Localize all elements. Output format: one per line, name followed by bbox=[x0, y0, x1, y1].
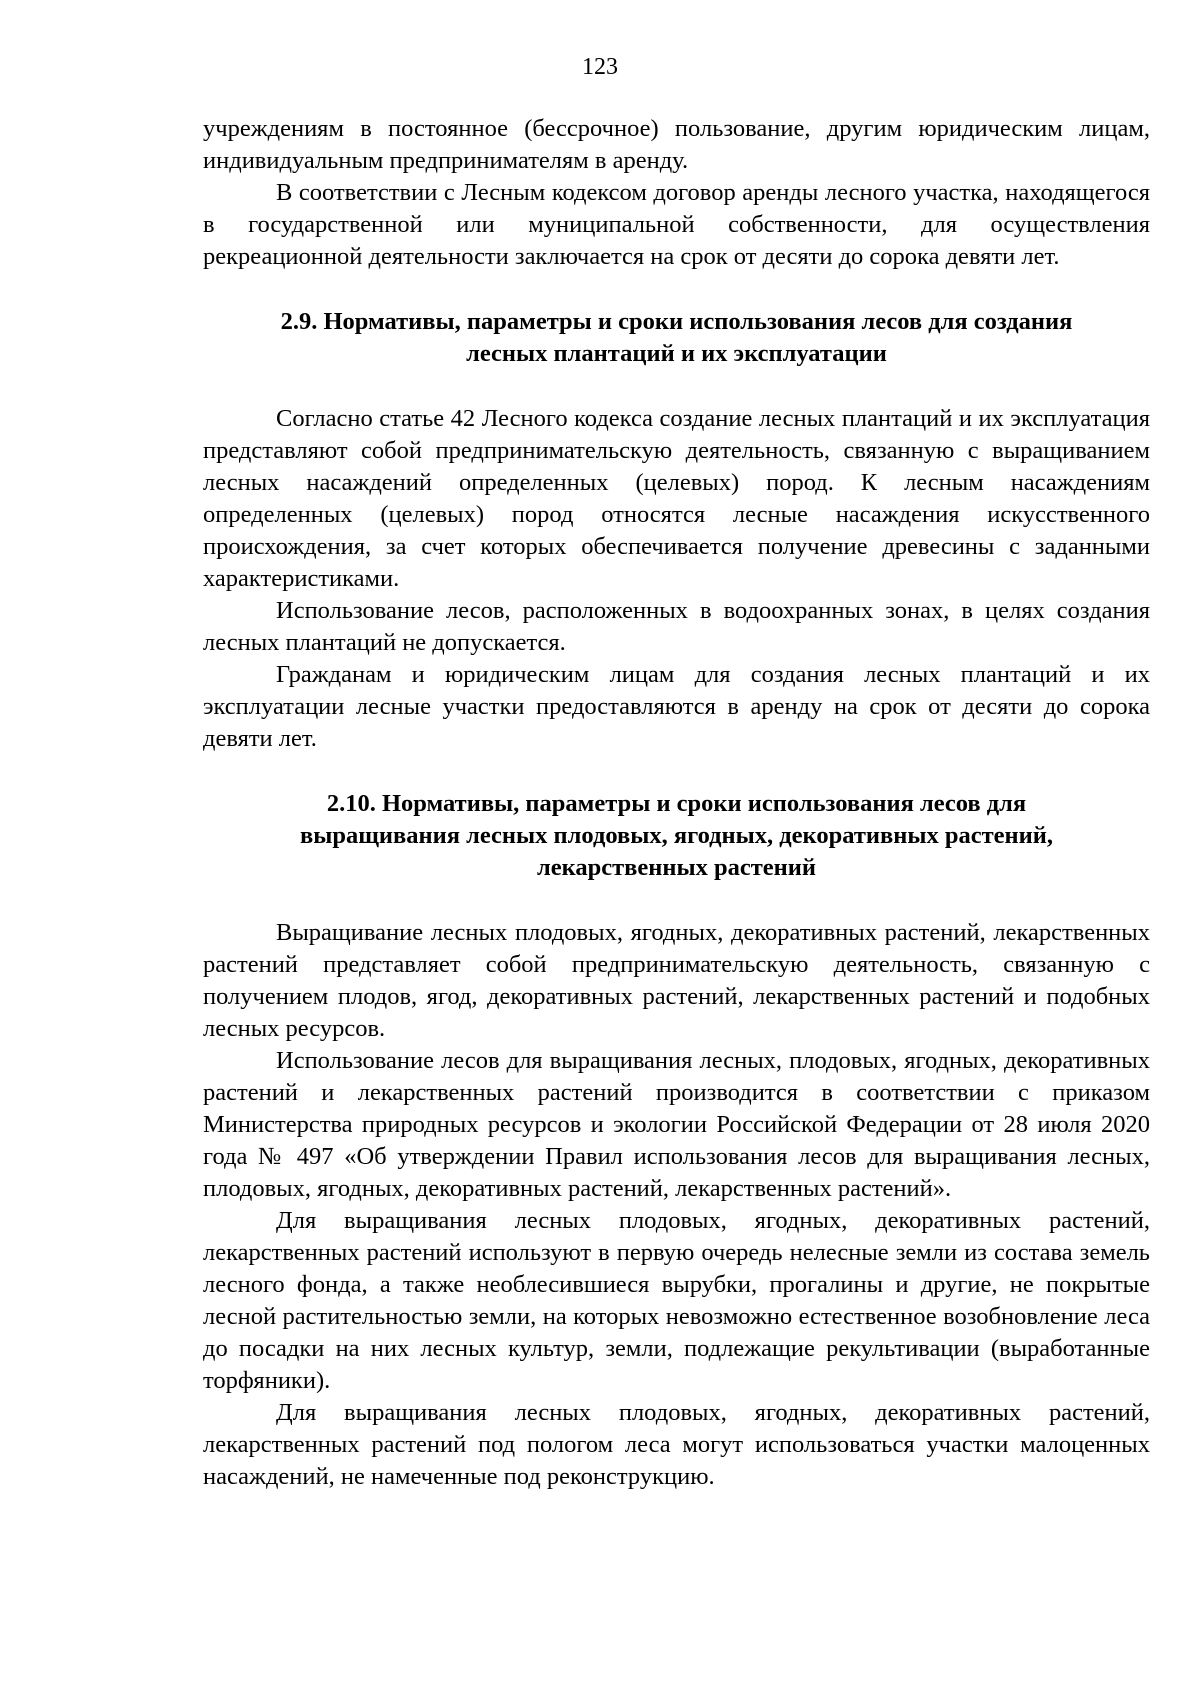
paragraph: Использование лесов, расположенных в водоохранных зонах, в целях создания лесных плантаций не допускается. bbox=[203, 597, 1150, 656]
paragraph: Для выращивания лесных плодовых, ягодных, декоративных растений, лекарственных растений используют в первую очередь нелесные земли из состава земель лесного фонда, а также необлесившиеся вырубки, прогалины и другие, не покрытые лесной растительностью земли, на которых невозможно естественное возобновление леса до посадки на них лесных культур, земли, подлежащие рекультивации (выработанные торфяники). bbox=[203, 1207, 1150, 1394]
heading-line: выращивания лесных плодовых, ягодных, декоративных растений, bbox=[300, 822, 1053, 849]
spacer bbox=[203, 884, 1150, 917]
document-body bbox=[203, 113, 1150, 1493]
heading-line: лекарственных растений bbox=[537, 854, 816, 881]
paragraph: Для выращивания лесных плодовых, ягодных, декоративных растений, лекарственных растений под пологом леса могут использоваться участки малоценных насаждений, не намеченные под реконструкцию. bbox=[203, 1399, 1150, 1490]
paragraph-continuation: учреждениям в постоянное (бессрочное) пользование, другим юридическим лицам, индивидуальным предпринимателям в аренду. bbox=[203, 115, 1150, 174]
section-heading-2-10 bbox=[203, 788, 1150, 884]
spacer bbox=[203, 755, 1150, 788]
spacer bbox=[203, 273, 1150, 306]
paragraph-lease-term: В соответствии с Лесным кодексом договор аренды лесного участка, находящегося в государственной или муниципальной собственности, для осуществления рекреационной деятельности заключается на срок от десяти до сорока девяти лет. bbox=[203, 179, 1150, 270]
spacer bbox=[203, 370, 1150, 403]
heading-line: лесных плантаций и их эксплуатации bbox=[466, 340, 887, 367]
heading-line: 2.9. Нормативы, параметры и сроки использования лесов для создания bbox=[280, 308, 1073, 335]
page-number: 123 bbox=[582, 54, 618, 80]
paragraph: Согласно статье 42 Лесного кодекса создание лесных плантаций и их эксплуатация представляют собой предпринимательскую деятельность, связанную с выращиванием лесных насаждений определенных (целевых) пород. К лесным насаждениям определенных (целевых) пород относятся лесные насаждения искусственного происхождения, за счет которых обеспечивается получение древесины с заданными характеристиками. bbox=[203, 405, 1150, 592]
heading-line: 2.10. Нормативы, параметры и сроки использования лесов для bbox=[326, 790, 1027, 817]
section-heading-2-9 bbox=[203, 306, 1150, 370]
paragraph: Выращивание лесных плодовых, ягодных, декоративных растений, лекарственных растений представляет собой предпринимательскую деятельность, связанную с получением плодов, ягод, декоративных растений, лекарственных растений и подобных лесных ресурсов. bbox=[203, 919, 1150, 1042]
paragraph: Гражданам и юридическим лицам для создания лесных плантаций и их эксплуатации лесные участки предоставляются в аренду на срок от десяти до сорока девяти лет. bbox=[203, 661, 1150, 752]
paragraph: Использование лесов для выращивания лесных, плодовых, ягодных, декоративных растений и лекарственных растений производится в соответствии с приказом Министерства природных ресурсов и экологии Российской Федерации от 28 июля 2020 года № 497 «Об утверждении Правил использования лесов для выращивания лесных, плодовых, ягодных, декоративных растений, лекарственных растений». bbox=[203, 1047, 1150, 1202]
